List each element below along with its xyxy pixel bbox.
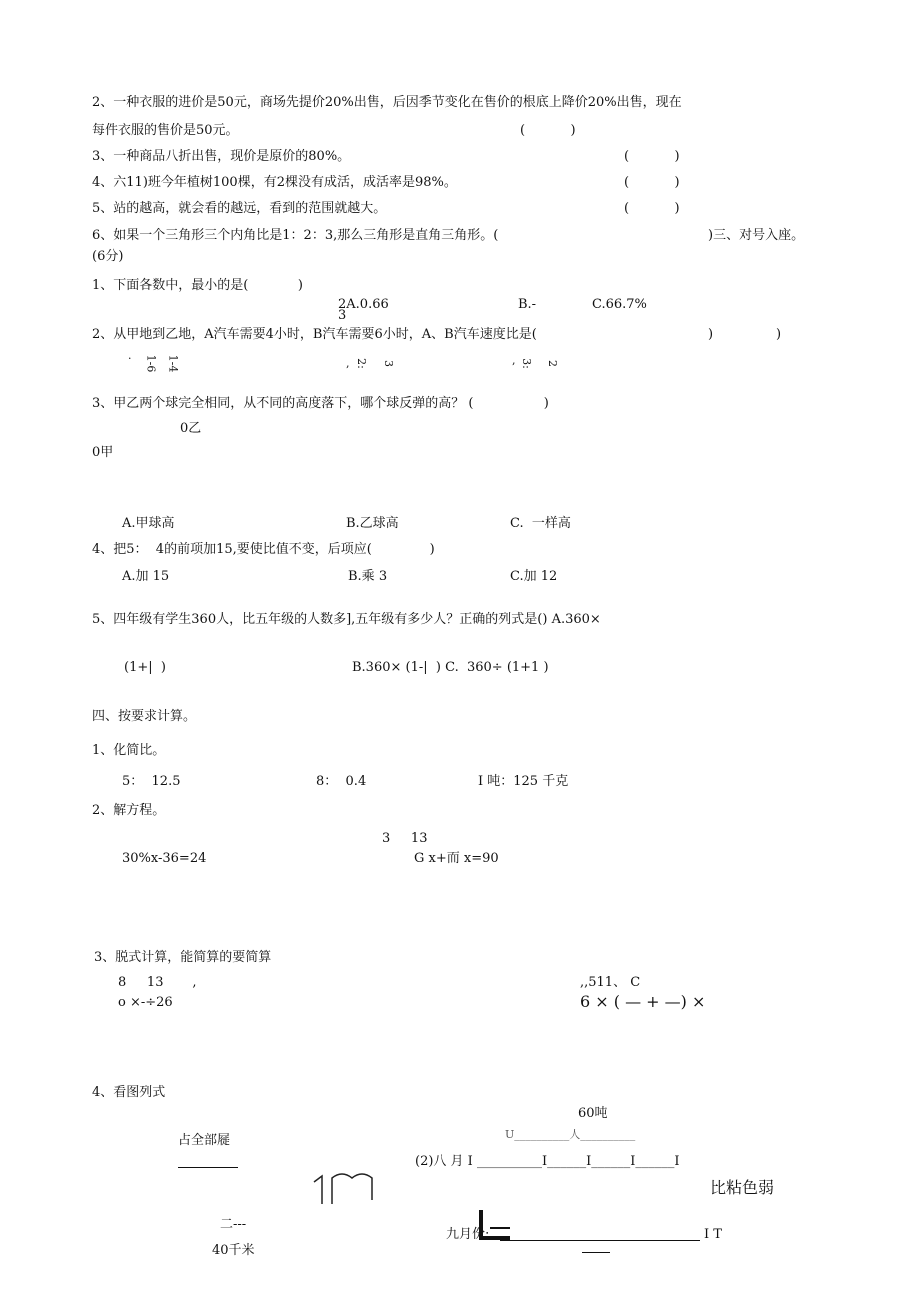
mc-q2-option-2[interactable]: 1-4 bbox=[166, 354, 180, 373]
tf-q6: 6、如果一个三角形三个内角比是1：2：3,那么三角形是直角三角形。( bbox=[92, 228, 499, 243]
diagram2-september-label: 九月份: bbox=[446, 1227, 490, 1242]
mc-q2-option-6[interactable]: 2 bbox=[546, 360, 559, 367]
compute-s2: 2、解方程。 bbox=[92, 803, 166, 818]
mc-q3-option-b[interactable]: B.乙球高 bbox=[346, 516, 399, 531]
diagram1-brace bbox=[312, 1168, 376, 1208]
compute-s3: 3、脱式计算，能简算的要简算 bbox=[94, 950, 272, 965]
tf-q3: 3、一种商品八折出售，现价是原价的80%。 bbox=[92, 149, 351, 164]
mc-q3: 3、甲乙两个球完全相同，从不同的高度落下，哪个球反弹的高？ ( ) bbox=[92, 396, 549, 411]
mc-q2: 2、从甲地到乙地，A汽车需要4小时，B汽车需要6小时，A、B汽车速度比是( bbox=[92, 327, 537, 342]
mc-q2-option-mark: · bbox=[128, 352, 132, 365]
compute-s1: 1、化简比。 bbox=[92, 743, 166, 758]
compute-s3-left-bottom: o ×-÷26 bbox=[118, 995, 173, 1010]
mc-q2-option-4[interactable]: 3 bbox=[382, 360, 395, 367]
mc-q3-ball-yi: 0乙 bbox=[180, 421, 202, 436]
mc-q3-option-c[interactable]: C. 一样高 bbox=[510, 516, 571, 531]
compute-s2-a: 30%x-36=24 bbox=[122, 851, 207, 866]
mc-q1-option-a[interactable]: 2A.0.66 bbox=[338, 297, 389, 312]
mc-q4: 4、把5： 4的前项加15,要使比值不变，后项应( ) bbox=[92, 542, 435, 557]
mc-q1-option-a-fraction: 3 bbox=[338, 308, 347, 323]
mc-q2-close-paren: ) bbox=[708, 327, 714, 342]
diagram1-dash: 二--- bbox=[220, 1217, 247, 1232]
mc-q5-options-bc[interactable]: B.360× (1-| ) C. 360÷ (1+1 ) bbox=[352, 660, 549, 675]
tf-q5-answer-blank[interactable]: ( ) bbox=[624, 201, 680, 216]
diagram1-label: 占全部屣 bbox=[178, 1133, 231, 1148]
tf-q2-line2: 每件衣服的售价是50元。 bbox=[92, 123, 239, 138]
diagram2-note: 比粘色弱 bbox=[710, 1178, 775, 1197]
mc-q2-close-paren-2: ) bbox=[776, 327, 782, 342]
tf-q5: 5、站的越高，就会看的越远，看到的范围就越大。 bbox=[92, 201, 387, 216]
mc-q4-option-a[interactable]: A.加 15 bbox=[122, 569, 170, 584]
mc-q4-option-c[interactable]: C.加 12 bbox=[510, 569, 558, 584]
diagram2-total: 60吨 bbox=[578, 1106, 608, 1121]
mc-q1-option-b[interactable]: B.- bbox=[518, 297, 537, 312]
mc-q2-option-mark-b: , bbox=[346, 357, 350, 370]
compute-s3-right-bottom: 6 × ( — + —) × bbox=[580, 992, 706, 1011]
diagram1-distance: 40千米 bbox=[212, 1243, 255, 1258]
compute-s1-c: I 吨：125 千克 bbox=[478, 774, 569, 789]
mc-q3-ball-jia: 0甲 bbox=[92, 445, 114, 460]
diagram2-september-bar bbox=[500, 1240, 700, 1241]
diagram2-brace: U__________人__________ bbox=[505, 1128, 636, 1141]
mc-q5: 5、四年级有学生360人，比五年级的人数多],五年级有多少人？正确的列式是() A.360× bbox=[92, 612, 601, 627]
compute-s4: 4、看图列式 bbox=[92, 1085, 166, 1100]
mc-q2-option-mark-c: , bbox=[512, 354, 516, 367]
compute-s3-left-top: 8 13 , bbox=[118, 975, 197, 990]
compute-s2-b: G x+而 x=90 bbox=[414, 851, 499, 866]
mc-q3-option-a[interactable]: A.甲球高 bbox=[122, 516, 175, 531]
compute-s2-fraction-top: 3 13 bbox=[382, 831, 428, 846]
diagram2-september-end: I T bbox=[704, 1227, 722, 1242]
section-three-score: (6分) bbox=[92, 249, 124, 264]
mc-q2-option-5[interactable]: 3: bbox=[519, 358, 533, 369]
diagram2-august-bar: (2)八 月 I __________I______I______I______I bbox=[415, 1154, 680, 1169]
mc-q5-option-a[interactable]: (1+| ) bbox=[124, 660, 166, 675]
compute-s1-a: 5： 12.5 bbox=[122, 774, 181, 789]
compute-s1-b: 8： 0.4 bbox=[316, 774, 367, 789]
tf-q2-answer-blank[interactable]: ( ) bbox=[520, 123, 576, 138]
diagram1-underline bbox=[178, 1167, 238, 1168]
section-three-heading: )三、对号入座。 bbox=[708, 228, 805, 243]
mc-q2-option-1[interactable]: 1-6 bbox=[144, 354, 158, 373]
mc-q1: 1、下面各数中，最小的是( ) bbox=[92, 278, 304, 293]
mc-q1-option-c[interactable]: C.66.7% bbox=[592, 297, 647, 312]
compute-s3-right-top: ,,511、 C bbox=[580, 975, 641, 990]
mc-q4-option-b[interactable]: B.乘 3 bbox=[348, 569, 388, 584]
section-four-heading: 四、按要求计算。 bbox=[92, 709, 197, 724]
mc-q2-option-3[interactable]: 2: bbox=[354, 358, 368, 369]
tf-q4: 4、六11)班今年植树100棵，有2棵没有成活，成活率是98%。 bbox=[92, 175, 457, 190]
tf-q2-line1: 2、一种衣服的进价是50元，商场先提价20%出售，后因季节变化在售价的根底上降价20%出售，现在 bbox=[92, 95, 682, 110]
tf-q3-answer-blank[interactable]: ( ) bbox=[624, 149, 680, 164]
diagram2-september-marker bbox=[476, 1208, 516, 1244]
tf-q4-answer-blank[interactable]: ( ) bbox=[624, 175, 680, 190]
diagram2-bottom-mark bbox=[582, 1252, 610, 1253]
